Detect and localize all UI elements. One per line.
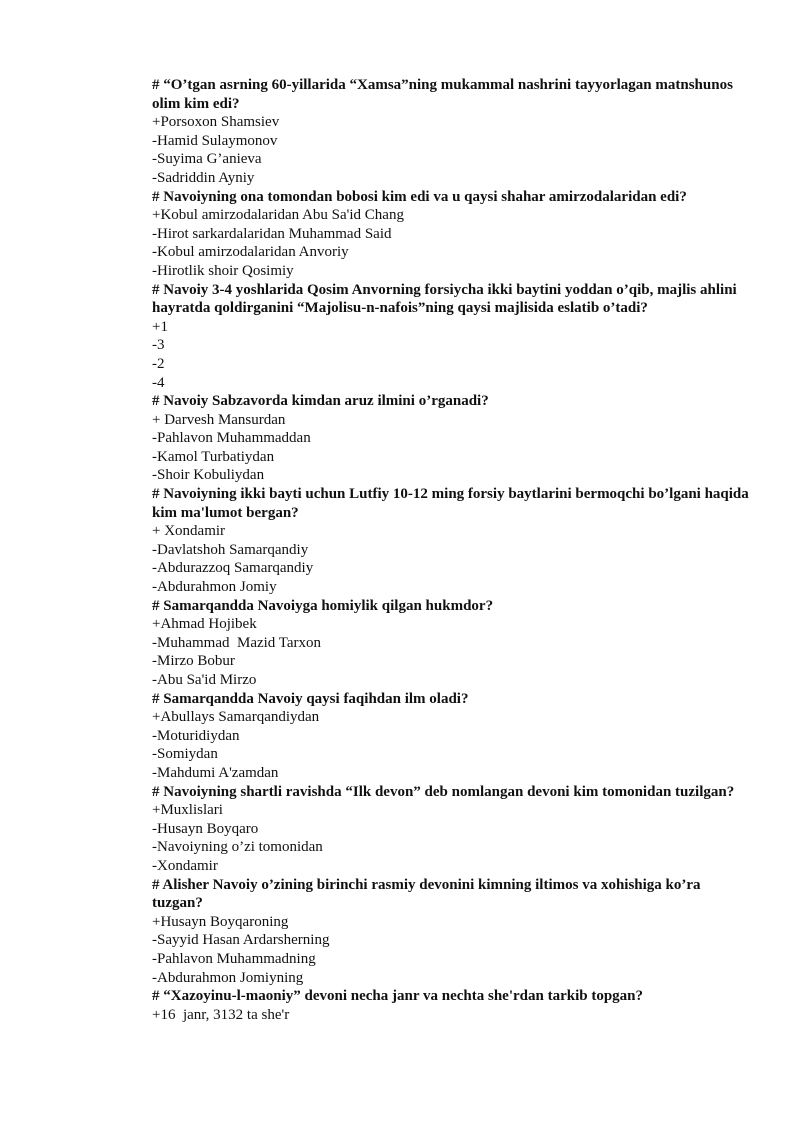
answer-option: -Abdurahmon Jomiy <box>152 579 277 596</box>
question-text: # “O’tgan asrning 60-yillarida “Xamsa”ning mukammal nashrini tayyorlagan matnshunos olim kim edi? <box>152 77 733 112</box>
document-page <box>152 76 752 1024</box>
answer-option: -Hirotlik shoir Qosimiy <box>152 262 294 279</box>
answer-option: -Hirot sarkardalaridan Muhammad Said <box>152 225 392 242</box>
answer-option: -Muhammad Mazid Tarxon <box>152 634 322 651</box>
correct-answer: +Ahmad Hojibek <box>152 616 257 633</box>
question-block <box>152 783 752 876</box>
answer-option: -2 <box>152 355 165 372</box>
answer-option: -Mirzo Bobur <box>152 653 235 670</box>
answer-option: -Abu Sa'id Mirzo <box>152 672 257 688</box>
answer-option: -Navoiyning o’zi tomonidan <box>152 839 323 856</box>
answer-option: -Somiydan <box>152 746 218 763</box>
answer-option: -Davlatshoh Samarqandiy <box>152 541 309 558</box>
answer-option: -Abdurahmon Jomiyning <box>152 969 304 986</box>
question-block <box>152 392 752 485</box>
question-block <box>152 597 752 690</box>
answer-option: -Abdurazzoq Samarqandiy <box>152 560 314 577</box>
question-text: # Samarqandda Navoiyga homiylik qilgan hukmdor? <box>152 597 494 614</box>
answer-option: -Mahdumi A'zamdan <box>152 764 279 781</box>
question-text: # Navoiyning ikki bayti uchun Lutfiy 10-12 ming forsiy baytlarini bermoqchi bo’lgani haqida kim ma'lumot bergan? <box>152 486 749 521</box>
question-block <box>152 987 752 1024</box>
question-block <box>152 690 752 783</box>
answer-option: -Xondamir <box>152 857 218 874</box>
answer-option: -Kamol Turbatiydan <box>152 448 275 465</box>
correct-answer: +Porsoxon Shamsiev <box>152 114 280 131</box>
answer-option: -3 <box>152 337 165 354</box>
answer-option: -Sayyid Hasan Ardarsherning <box>152 932 330 949</box>
correct-answer: +Husayn Boyqaroning <box>152 913 289 930</box>
correct-answer: + Xondamir <box>152 523 226 540</box>
question-text: # Alisher Navoiy o’zining birinchi rasmiy devonini kimning iltimos va xohishiga ko’ra tuzgan? <box>152 876 701 912</box>
question-block <box>152 485 752 597</box>
correct-answer: + Darvesh Mansurdan <box>152 411 286 428</box>
question-block <box>152 281 752 393</box>
question-block <box>152 188 752 281</box>
answer-option: -Sadriddin Ayniy <box>152 169 255 186</box>
answer-option: -4 <box>152 374 165 391</box>
correct-answer: +Muxlislari <box>152 802 223 819</box>
correct-answer: +Abullays Samarqandiydan <box>152 709 320 726</box>
answer-option: -Hamid Sulaymonov <box>152 132 278 149</box>
question-text: # Navoiyning ona tomondan bobosi kim edi va u qaysi shahar amirzodalaridan edi? <box>152 188 687 205</box>
answer-option: -Suyima G’anieva <box>152 151 262 168</box>
answer-option: -Shoir Kobuliydan <box>152 467 265 484</box>
question-text: # Navoiy Sabzavorda kimdan aruz ilmini o’rganadi? <box>152 393 489 410</box>
question-block <box>152 876 752 988</box>
question-text: # “Xazoyinu-l-maoniy” devoni necha janr va nechta she'rdan tarkib topgan? <box>152 988 644 1005</box>
correct-answer: +1 <box>152 318 168 335</box>
question-text: # Navoiy 3-4 yoshlarida Qosim Anvorning forsiycha ikki baytini yoddan o’qib, majlis ahlini hayratda qoldirganini “Majolisu-n-nafois”ning qaysi majlisida eslatib o’tadi? <box>152 281 737 317</box>
question-text: # Samarqandda Navoiy qaysi faqihdan ilm oladi? <box>152 690 469 707</box>
answer-option: -Moturidiydan <box>152 727 240 744</box>
correct-answer: +Kobul amirzodalaridan Abu Sa'id Chang <box>152 207 404 224</box>
answer-option: -Kobul amirzodalaridan Anvoriy <box>152 244 349 261</box>
correct-answer: +16 janr, 3132 ta she'r <box>152 1006 290 1023</box>
answer-option: -Pahlavon Muhammaddan <box>152 430 311 447</box>
question-text: # Navoiyning shartli ravishda “Ilk devon” deb nomlangan devoni kim tomonidan tuzilgan? <box>152 783 735 800</box>
question-block <box>152 76 752 188</box>
answer-option: -Husayn Boyqaro <box>152 820 259 837</box>
answer-option: -Pahlavon Muhammadning <box>152 950 316 967</box>
